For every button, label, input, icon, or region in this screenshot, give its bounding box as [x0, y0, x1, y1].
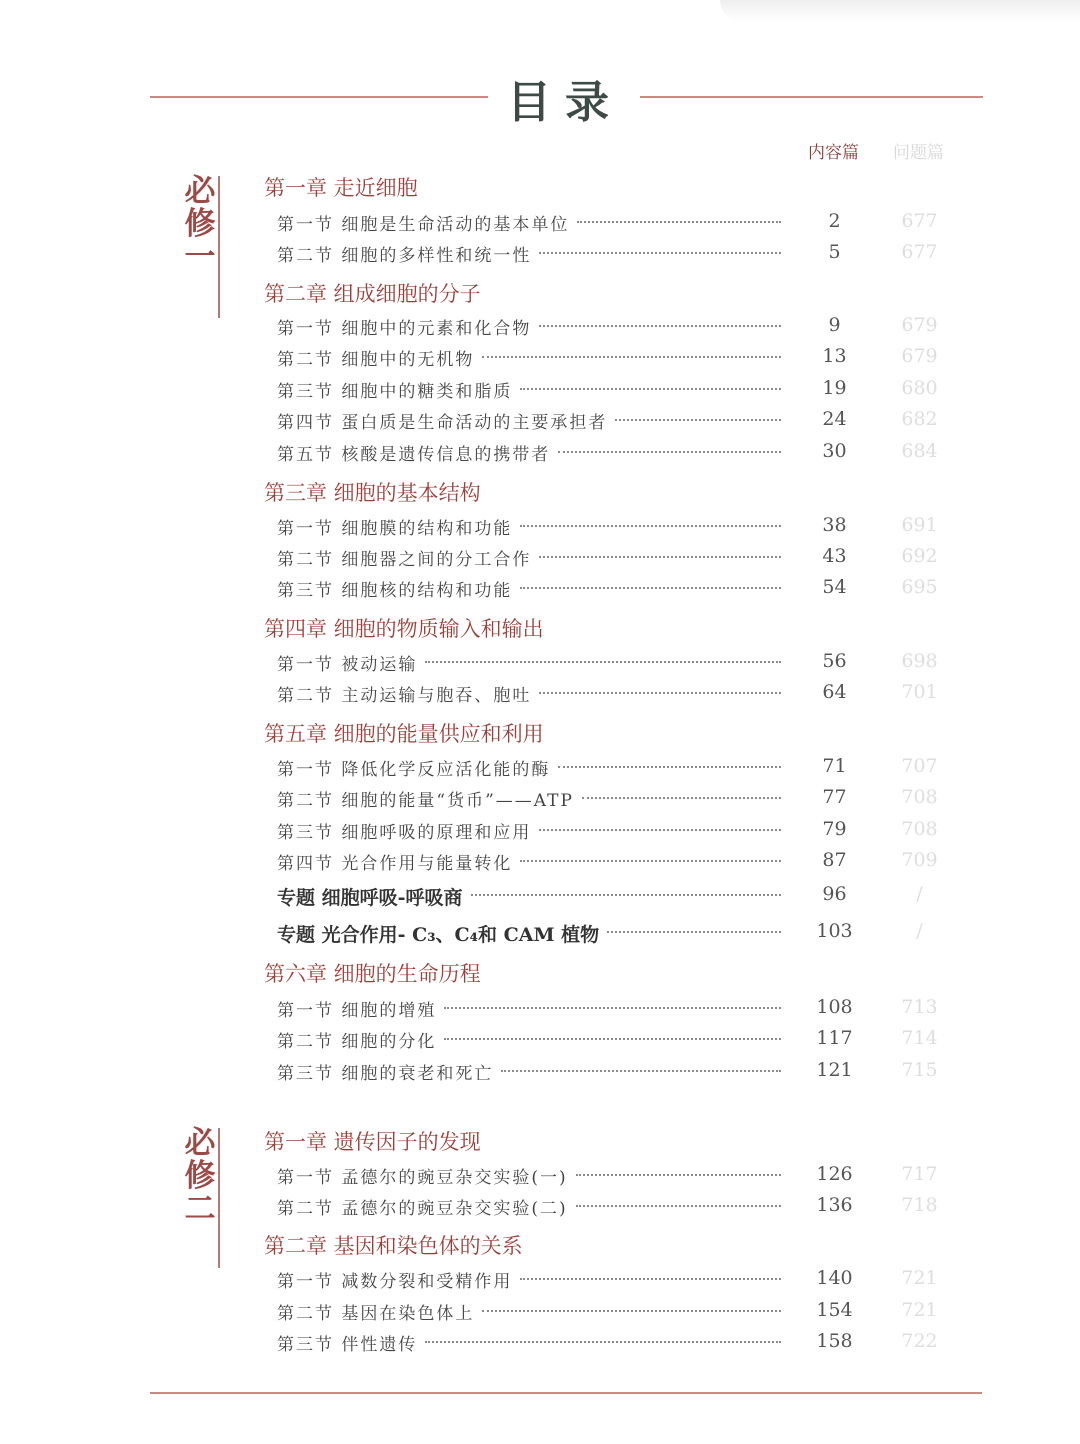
- problem-page-number: /: [916, 920, 923, 942]
- content-page-number: 5: [828, 241, 841, 263]
- content-page-number: 136: [816, 1194, 853, 1216]
- leader-dots: [501, 1070, 781, 1072]
- leader-dots: [520, 587, 781, 589]
- entry-label: 第一节 细胞中的元素和化合物: [277, 319, 532, 339]
- chapter-title[interactable]: 第三章 细胞的基本结构: [264, 481, 481, 505]
- entry-label: 第四节 蛋白质是生命活动的主要承担者: [277, 413, 608, 433]
- leader-dots: [520, 525, 781, 527]
- toc-entry[interactable]: [277, 786, 957, 812]
- problem-page-number: 717: [901, 1163, 938, 1185]
- content-page-number: 126: [816, 1163, 853, 1185]
- leader-dots: [615, 419, 781, 421]
- problem-page-number: 691: [901, 514, 938, 536]
- content-page-number: 154: [816, 1299, 853, 1321]
- book-label-bar: [218, 176, 220, 318]
- toc-entry[interactable]: [277, 440, 957, 466]
- leader-dots: [520, 1278, 781, 1280]
- content-page-number: 43: [822, 545, 847, 567]
- entry-label: 第一节 细胞膜的结构和功能: [277, 519, 513, 539]
- entry-label: 第二节 细胞器之间的分工合作: [277, 550, 532, 570]
- content-page-number: 96: [822, 883, 847, 905]
- toc-entry[interactable]: [277, 345, 957, 371]
- toc-entry[interactable]: [277, 1267, 957, 1293]
- problem-page-number: 684: [901, 440, 938, 462]
- column-label-content: 内容篇: [808, 143, 859, 163]
- leader-dots: [482, 1310, 781, 1312]
- content-page-number: 71: [822, 755, 847, 777]
- toc-entry[interactable]: [277, 755, 957, 781]
- leader-dots: [425, 661, 781, 663]
- content-page-number: 9: [828, 314, 841, 336]
- entry-label: 专题 细胞呼吸-呼吸商: [277, 887, 463, 909]
- toc-entry[interactable]: [277, 883, 957, 909]
- content-page-number: 121: [816, 1059, 853, 1081]
- leader-dots: [539, 692, 781, 694]
- toc-entry[interactable]: [277, 920, 957, 946]
- book-label-char: 必: [184, 173, 216, 209]
- leader-dots: [482, 356, 781, 358]
- problem-page-number: 692: [901, 545, 938, 567]
- toc-entry[interactable]: [277, 818, 957, 844]
- content-page-number: 79: [822, 818, 847, 840]
- content-page-number: 87: [822, 849, 847, 871]
- problem-page-number: 715: [901, 1059, 938, 1081]
- title-rule-right: [640, 96, 983, 98]
- book-label-char: 必: [184, 1125, 216, 1161]
- content-page-number: 2: [828, 210, 841, 232]
- problem-page-number: 718: [901, 1194, 938, 1216]
- leader-dots: [444, 1038, 781, 1040]
- book-label-char: 二: [184, 1191, 216, 1227]
- chapter-title[interactable]: 第五章 细胞的能量供应和利用: [264, 722, 544, 746]
- entry-label: 第一节 细胞的增殖: [277, 1001, 437, 1021]
- chapter-title[interactable]: 第六章 细胞的生命历程: [264, 962, 481, 986]
- toc-entry[interactable]: [277, 377, 957, 403]
- leader-dots: [444, 1007, 781, 1009]
- entry-label: 专题 光合作用- C₃、C₄和 CAM 植物: [277, 924, 600, 946]
- book-label-char: 修: [184, 206, 216, 242]
- entry-label: 第一节 降低化学反应活化能的酶: [277, 760, 551, 780]
- content-page-number: 30: [822, 440, 847, 462]
- entry-label: 第二节 细胞的能量“货币”——ATP: [277, 791, 574, 811]
- toc-entry[interactable]: [277, 314, 957, 340]
- top-edge-shadow: [720, 0, 1080, 22]
- content-page-number: 103: [816, 920, 853, 942]
- entry-label: 第二节 细胞中的无机物: [277, 350, 475, 370]
- book-label-bar: [218, 1128, 220, 1268]
- entry-label: 第五节 核酸是遗传信息的携带者: [277, 445, 551, 465]
- toc-entry[interactable]: [277, 576, 957, 602]
- problem-page-number: 695: [901, 576, 938, 598]
- toc-entry[interactable]: [277, 1027, 957, 1053]
- chapter-title[interactable]: 第二章 基因和染色体的关系: [264, 1234, 523, 1258]
- entry-label: 第三节 细胞的衰老和死亡: [277, 1064, 494, 1084]
- entry-label: 第一节 减数分裂和受精作用: [277, 1272, 513, 1292]
- toc-entry[interactable]: [277, 849, 957, 875]
- book-label-char: 一: [184, 239, 216, 275]
- leader-dots: [539, 325, 781, 327]
- toc-entry[interactable]: [277, 996, 957, 1022]
- content-page-number: 38: [822, 514, 847, 536]
- problem-page-number: 707: [901, 755, 938, 777]
- problem-page-number: 721: [901, 1267, 938, 1289]
- book-label: [180, 1125, 220, 1227]
- leader-dots: [607, 931, 781, 933]
- entry-label: 第一节 孟德尔的豌豆杂交实验(一): [277, 1168, 568, 1188]
- content-page-number: 13: [822, 345, 847, 367]
- chapter-title[interactable]: 第一章 走近细胞: [264, 176, 418, 200]
- entry-label: 第二节 基因在染色体上: [277, 1304, 475, 1324]
- content-page-number: 158: [816, 1330, 853, 1352]
- leader-dots: [582, 797, 781, 799]
- content-page-number: 117: [816, 1027, 853, 1049]
- problem-page-number: 701: [901, 681, 938, 703]
- chapter-title[interactable]: 第二章 组成细胞的分子: [264, 282, 481, 306]
- problem-page-number: 713: [901, 996, 938, 1018]
- chapter-title[interactable]: 第一章 遗传因子的发现: [264, 1130, 481, 1154]
- problem-page-number: 722: [901, 1330, 938, 1352]
- entry-label: 第三节 伴性遗传: [277, 1335, 418, 1355]
- chapter-title[interactable]: 第四章 细胞的物质输入和输出: [264, 617, 544, 641]
- bottom-rule: [150, 1392, 982, 1394]
- leader-dots: [471, 894, 781, 896]
- content-page-number: 77: [822, 786, 847, 808]
- book-label: [180, 173, 220, 275]
- content-page-number: 56: [822, 650, 847, 672]
- entry-label: 第二节 细胞的分化: [277, 1032, 437, 1052]
- toc-entry[interactable]: [277, 241, 957, 267]
- problem-page-number: 698: [901, 650, 938, 672]
- problem-page-number: 679: [901, 314, 938, 336]
- book-label-char: 修: [184, 1158, 216, 1194]
- toc-entry[interactable]: [277, 1163, 957, 1189]
- problem-page-number: 679: [901, 345, 938, 367]
- content-page-number: 140: [816, 1267, 853, 1289]
- leader-dots: [539, 829, 781, 831]
- problem-page-number: 709: [901, 849, 938, 871]
- leader-dots: [558, 766, 781, 768]
- leader-dots: [576, 1205, 781, 1207]
- toc-entry[interactable]: [277, 1194, 957, 1220]
- toc-entry[interactable]: [277, 514, 957, 540]
- problem-page-number: 708: [901, 786, 938, 808]
- problem-page-number: 677: [901, 210, 938, 232]
- problem-page-number: 708: [901, 818, 938, 840]
- leader-dots: [558, 451, 781, 453]
- content-page-number: 108: [816, 996, 853, 1018]
- entry-label: 第二节 孟德尔的豌豆杂交实验(二): [277, 1199, 568, 1219]
- content-page-number: 24: [822, 408, 847, 430]
- leader-dots: [577, 221, 781, 223]
- toc-entry[interactable]: [277, 1330, 957, 1356]
- toc-entry[interactable]: [277, 210, 957, 236]
- entry-label: 第一节 细胞是生命活动的基本单位: [277, 215, 570, 235]
- entry-label: 第一节 被动运输: [277, 655, 418, 675]
- page-title: 目录: [507, 77, 623, 128]
- toc-entry[interactable]: [277, 545, 957, 571]
- problem-page-number: 714: [901, 1027, 938, 1049]
- leader-dots: [539, 252, 781, 254]
- leader-dots: [520, 388, 781, 390]
- toc-entry[interactable]: [277, 1299, 957, 1325]
- problem-page-number: 721: [901, 1299, 938, 1321]
- entry-label: 第二节 主动运输与胞吞、胞吐: [277, 686, 532, 706]
- entry-label: 第二节 细胞的多样性和统一性: [277, 246, 532, 266]
- problem-page-number: 680: [901, 377, 938, 399]
- toc-entry[interactable]: [277, 408, 957, 434]
- toc-entry[interactable]: [277, 1059, 957, 1085]
- problem-page-number: /: [916, 883, 923, 905]
- entry-label: 第三节 细胞呼吸的原理和应用: [277, 823, 532, 843]
- leader-dots: [520, 860, 781, 862]
- leader-dots: [539, 556, 781, 558]
- toc-entry[interactable]: [277, 650, 957, 676]
- leader-dots: [576, 1174, 781, 1176]
- problem-page-number: 682: [901, 408, 938, 430]
- entry-label: 第三节 细胞中的糖类和脂质: [277, 382, 513, 402]
- title-rule-left: [150, 96, 488, 98]
- toc-entry[interactable]: [277, 681, 957, 707]
- entry-label: 第四节 光合作用与能量转化: [277, 854, 513, 874]
- column-label-problem: 问题篇: [893, 143, 944, 163]
- problem-page-number: 677: [901, 241, 938, 263]
- content-page-number: 54: [822, 576, 847, 598]
- content-page-number: 19: [822, 377, 847, 399]
- entry-label: 第三节 细胞核的结构和功能: [277, 581, 513, 601]
- content-page-number: 64: [822, 681, 847, 703]
- leader-dots: [425, 1341, 781, 1343]
